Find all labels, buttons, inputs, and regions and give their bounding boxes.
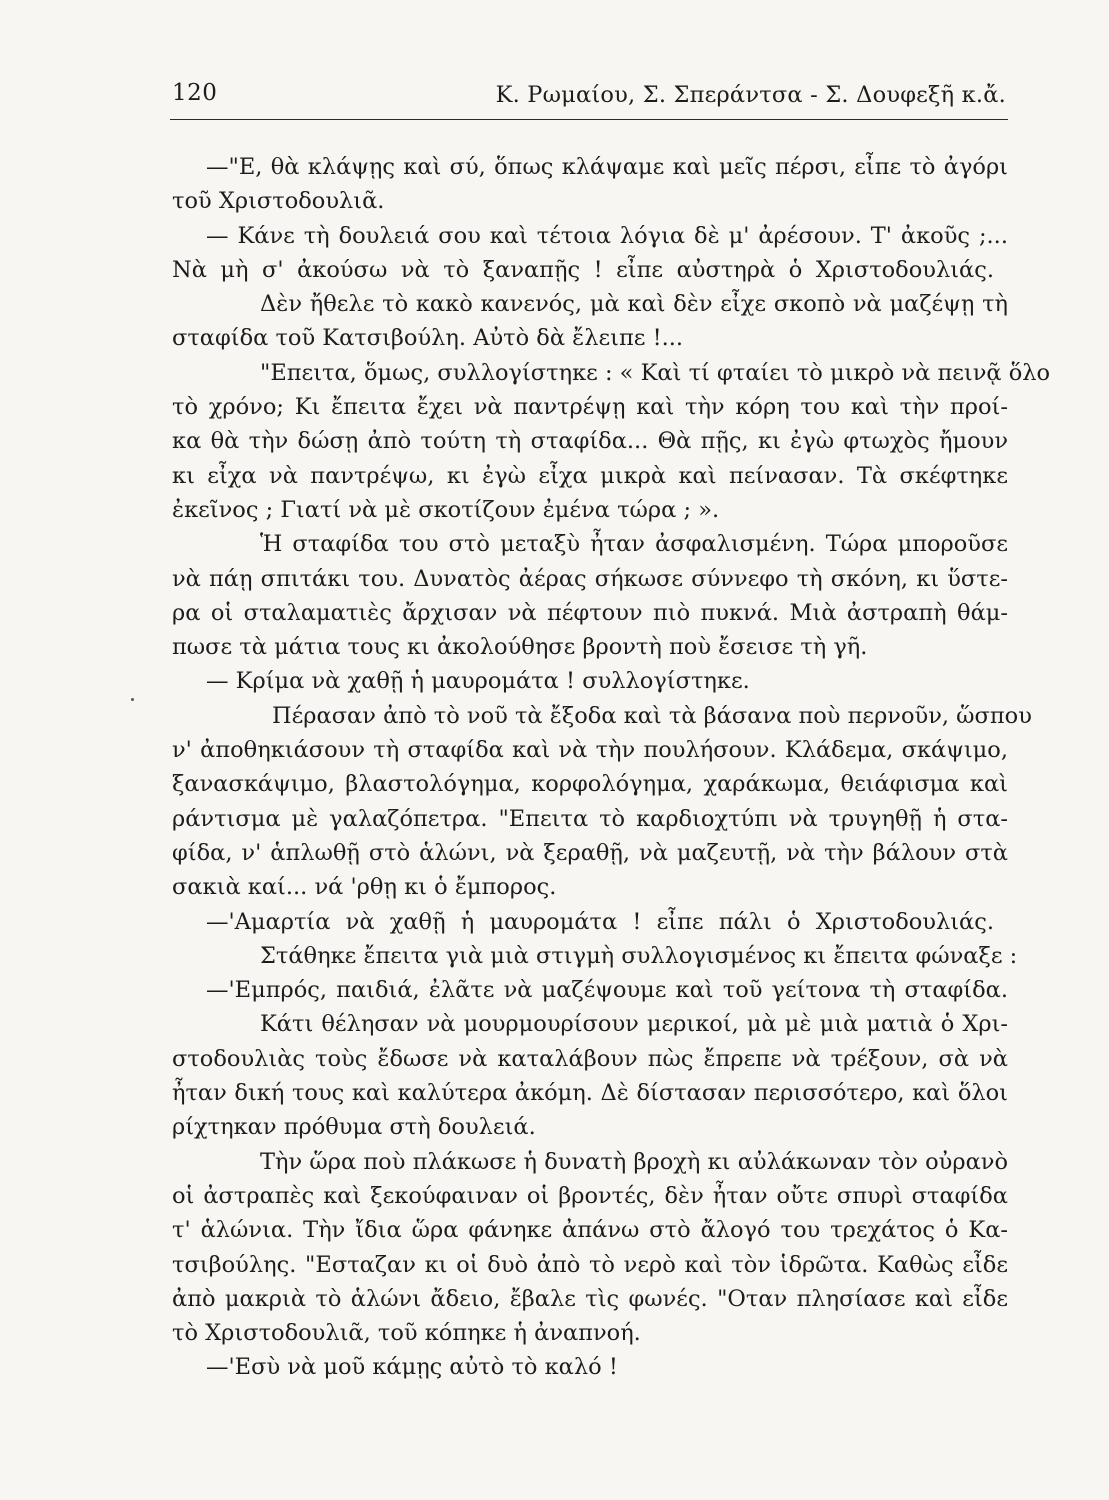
text-line: —'Εσὺ νὰ μοῦ κάμῃς αὐτὸ τὸ καλό ! [206,1354,618,1381]
text-line: —"Ε, θὰ κλάψῃς καὶ σύ, ὅπως κλάψαμε καὶ μεῖς πέρσι, εἶπε τὸ ἀγόρι [206,154,1008,180]
header-rule [170,119,1008,120]
text-line: — Κρίμα νὰ χαθῇ ἡ μαυρομάτα ! συλλογίστηκε. [206,668,750,695]
text-line: σακιὰ καί... νά 'ρθῃ κι ὁ ἔμπορος. [172,874,557,901]
text-line: φίδα, ν' ἁπλωθῇ στὸ ἁλώνι, νὰ ξεραθῇ, νὰ μαζευτῇ, νὰ τὴν βάλουν στὰ [172,839,1008,866]
text-line: οἱ ἀστραπὲς καὶ ξεκούφαιναν οἱ βροντές, δὲν ἦταν οὔτε σπυρὶ σταφίδα [172,1182,1008,1209]
text-line: —'Εμπρός, παιδιά, ἐλᾶτε νὰ μαζέψουμε καὶ τοῦ γείτονα τὴ σταφίδα. [206,977,1008,1004]
running-head: Κ. Ρωμαίου, Σ. Σπεράντσα - Σ. Δουφεξῆ κ.ἄ. [495,82,1006,108]
text-line: —'Αμαρτία νὰ χαθῇ ἡ μαυρομάτα ! εἶπε πάλι ὁ Χριστοδουλιάς. [206,908,994,935]
text-line: ράντισμα μὲ γαλαζόπετρα. "Επειτα τὸ καρδιοχτύπι νὰ τρυγηθῇ ἡ στα- [172,805,1008,832]
page-number: 120 [172,80,218,106]
text-line: κι εἶχα νὰ παντρέψω, κι ἐγὼ εἶχα μικρὰ καὶ πείνασαν. Τὰ σκέφτηκε [172,462,1008,489]
text-line: κα θὰ τὴν δώσῃ ἀπὸ τούτη τὴ σταφίδα... Θὰ πῇς, κι ἐγὼ φτωχὸς ἤμουν [172,428,1008,455]
text-line: ἦταν δική τους καὶ καλύτερα ἀκόμη. Δὲ δίστασαν περισσότερο, καὶ ὅλοι [172,1080,1008,1107]
text-line: ν' ἀποθηκιάσουν τὴ σταφίδα καὶ νὰ τὴν πουλήσουν. Κλάδεμα, σκάψιμο, [172,737,1008,764]
text-line: Πέρασαν ἀπὸ τὸ νοῦ τὰ ἔξοδα καὶ τὰ βάσανα ποὺ περνοῦν, ὥσπου [272,702,1032,729]
text-line: ρα οἱ σταλαματιὲς ἄρχισαν νὰ πέφτουν πιὸ πυκνά. Μιὰ ἀστραπὴ θάμ- [172,599,1008,626]
text-line: ἐκεῖνος ; Γιατί νὰ μὲ σκοτίζουν ἐμένα τώρα ; ». [172,496,720,523]
text-line: Τὴν ὥρα ποὺ πλάκωσε ἡ δυνατὴ βροχὴ κι αὐλάκωναν τὸν οὐρανὸ [260,1148,1008,1175]
text-line: Στάθηκε ἔπειτα γιὰ μιὰ στιγμὴ συλλογισμένος κι ἔπειτα φώναξε : [260,942,1018,969]
text-line: πωσε τὰ μάτια τους κι ἀκολούθησε βροντὴ ποὺ ἔσεισε τὴ γῆ. [172,634,868,661]
text-line: τὸ Χριστοδουλιᾶ, τοῦ κόπηκε ἡ ἀναπνοή. [172,1320,641,1347]
text-line: στοδουλιὰς τοὺς ἔδωσε νὰ καταλάβουν πὼς ἔπρεπε νὰ τρέξουν, σὰ νὰ [172,1045,1008,1072]
text-line: Δὲν ἤθελε τὸ κακὸ κανενός, μὰ καὶ δὲν εἶχε σκοπὸ νὰ μαζέψῃ τὴ [260,291,1008,318]
text-line: τσιβούλης. "Εσταζαν κι οἱ δυὸ ἀπὸ τὸ νερὸ καὶ τὸν ἱδρῶτα. Καθὼς εἶδε [172,1251,1008,1278]
text-line: — Κάνε τὴ δουλειά σου καὶ τέτοια λόγια δὲ μ' ἀρέσουν. Τ' ἀκοῦς ;... [206,222,1008,249]
text-line: τὸ χρόνο; Κι ἔπειτα ἔχει νὰ παντρέψῃ καὶ τὴν κόρη του καὶ τὴν προί- [172,394,1008,421]
text-line: τ' ἁλώνια. Τὴν ἴδια ὥρα φάνηκε ἀπάνω στὸ ἄλογό του τρεχάτος ὁ Κα- [172,1217,1008,1244]
text-line: ξανασκάψιμο, βλαστολόγημα, κορφολόγημα, χαράκωμα, θειάφισμα καὶ [172,771,1008,798]
text-line: Κάτι θέλησαν νὰ μουρμουρίσουν μερικοί, μὰ μὲ μιὰ ματιὰ ὁ Χρι- [260,1011,1008,1038]
body-text [172,150,1051,1385]
text-line: Νὰ μὴ σ' ἀκούσω νὰ τὸ ξαναπῇς ! εἶπε αὐστηρὰ ὁ Χριστοδουλιάς. [172,256,994,283]
page-header [170,78,1008,118]
text-line: Ἡ σταφίδα του στὸ μεταξὺ ἦταν ἀσφαλισμένη. Τώρα μποροῦσε [260,531,1008,558]
text-line: τοῦ Χριστοδουλιᾶ. [172,188,385,215]
margin-mark [131,698,134,701]
text-line: ἀπὸ μακριὰ τὸ ἁλώνι ἄδειο, ἔβαλε τὶς φωνές. "Οταν πλησίασε καὶ εἶδε [172,1285,1008,1312]
text-line: ρίχτηκαν πρόθυμα στὴ δουλειά. [172,1114,536,1141]
text-line: "Επειτα, ὅμως, συλλογίστηκε : « Καὶ τί φταίει τὸ μικρὸ νὰ πεινᾷ ὅλο [260,359,1051,386]
text-line: σταφίδα τοῦ Κατσιβούλη. Αὐτὸ δὰ ἔλειπε !... [172,325,684,352]
text-line: νὰ πάῃ σπιτάκι του. Δυνατὸς ἀέρας σήκωσε σύννεφο τὴ σκόνη, κι ὕστε- [172,565,1008,592]
